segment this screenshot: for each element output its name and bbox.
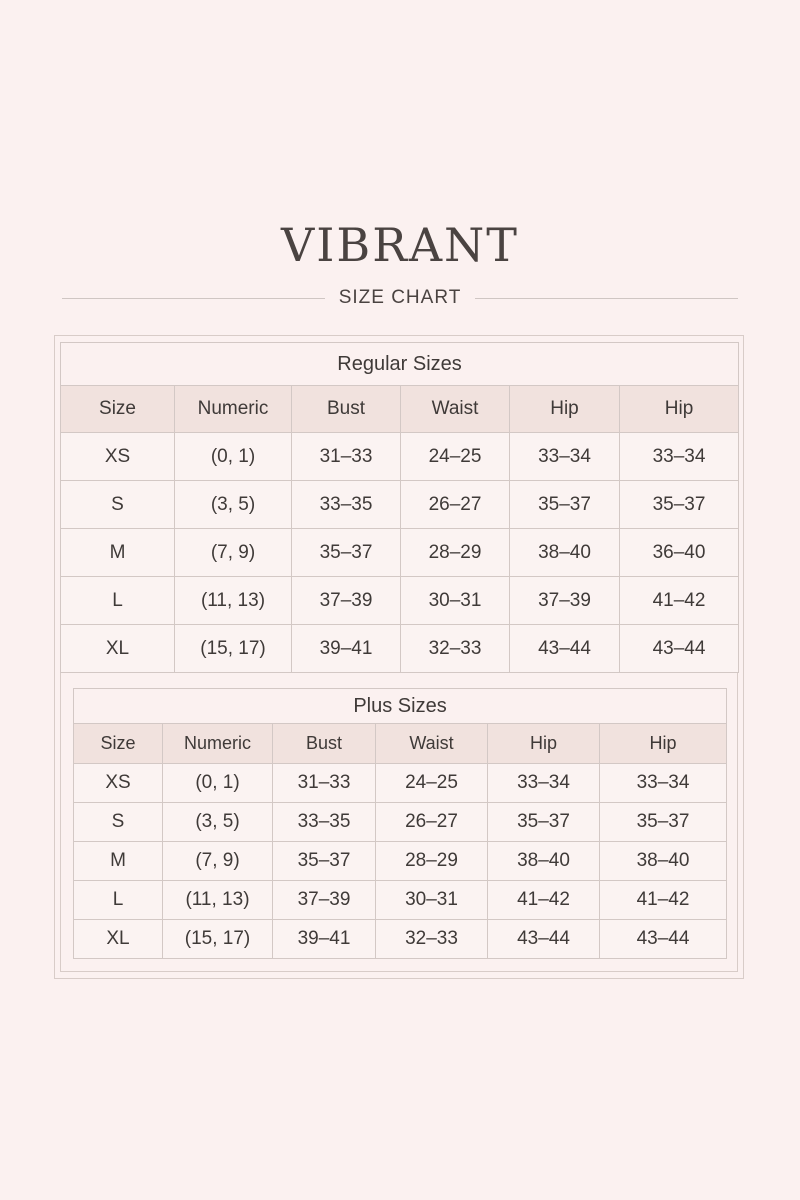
table-cell: 38–40 bbox=[600, 842, 727, 881]
table-cell: 26–27 bbox=[376, 803, 488, 842]
table-cell: 41–42 bbox=[600, 881, 727, 920]
table-row bbox=[74, 920, 727, 959]
table-cell: 33–35 bbox=[292, 481, 401, 529]
table-cell: 33–34 bbox=[620, 433, 739, 481]
table-cell: 32–33 bbox=[401, 625, 510, 673]
table-cell: 36–40 bbox=[620, 529, 739, 577]
table-cell: S bbox=[74, 803, 163, 842]
table-cell: 35–37 bbox=[620, 481, 739, 529]
table-row bbox=[74, 764, 727, 803]
table-row bbox=[74, 881, 727, 920]
table-cell: XL bbox=[61, 625, 175, 673]
table-cell: 31–33 bbox=[273, 764, 376, 803]
table-cell: 33–34 bbox=[488, 764, 600, 803]
divider-left bbox=[62, 298, 325, 299]
table-cell: S bbox=[61, 481, 175, 529]
plus-sizes-table bbox=[73, 688, 727, 959]
table-cell: (15, 17) bbox=[163, 920, 273, 959]
table-cell: 37–39 bbox=[292, 577, 401, 625]
table-cell: 38–40 bbox=[488, 842, 600, 881]
plus-sizes-title: Plus Sizes bbox=[74, 689, 727, 724]
header-cell: Waist bbox=[376, 724, 488, 764]
table-cell: 30–31 bbox=[376, 881, 488, 920]
table-cell: 28–29 bbox=[401, 529, 510, 577]
table-cell: 24–25 bbox=[401, 433, 510, 481]
header-cell: Hip bbox=[488, 724, 600, 764]
table-row bbox=[61, 625, 739, 673]
table-cell: L bbox=[74, 881, 163, 920]
table-cell: M bbox=[74, 842, 163, 881]
header-cell: Bust bbox=[273, 724, 376, 764]
regular-sizes-table bbox=[60, 342, 739, 673]
table-cell: 37–39 bbox=[510, 577, 620, 625]
table-row bbox=[61, 481, 739, 529]
table-cell: 37–39 bbox=[273, 881, 376, 920]
table-row bbox=[61, 433, 739, 481]
table-row bbox=[61, 529, 739, 577]
table-row bbox=[74, 842, 727, 881]
table-cell: 41–42 bbox=[488, 881, 600, 920]
table-cell: 33–34 bbox=[510, 433, 620, 481]
table-cell: XL bbox=[74, 920, 163, 959]
table-cell: 39–41 bbox=[292, 625, 401, 673]
table-cell: (7, 9) bbox=[175, 529, 292, 577]
header-cell: Size bbox=[74, 724, 163, 764]
table-cell: 35–37 bbox=[488, 803, 600, 842]
table-header-row bbox=[74, 724, 727, 764]
table-cell: 35–37 bbox=[292, 529, 401, 577]
header-cell: Size bbox=[61, 386, 175, 433]
table-cell: (11, 13) bbox=[163, 881, 273, 920]
table-cell: 35–37 bbox=[273, 842, 376, 881]
header-cell: Bust bbox=[292, 386, 401, 433]
table-cell: 28–29 bbox=[376, 842, 488, 881]
header-cell: Waist bbox=[401, 386, 510, 433]
table-cell: 33–34 bbox=[600, 764, 727, 803]
table-cell: (3, 5) bbox=[175, 481, 292, 529]
table-cell: 32–33 bbox=[376, 920, 488, 959]
header-cell: Hip bbox=[510, 386, 620, 433]
table-cell: 33–35 bbox=[273, 803, 376, 842]
table-cell: 38–40 bbox=[510, 529, 620, 577]
table-cell: 31–33 bbox=[292, 433, 401, 481]
table-cell: 35–37 bbox=[510, 481, 620, 529]
table-cell: (7, 9) bbox=[163, 842, 273, 881]
table-cell: (15, 17) bbox=[175, 625, 292, 673]
table-cell: XS bbox=[61, 433, 175, 481]
header-cell: Numeric bbox=[175, 386, 292, 433]
table-cell: (0, 1) bbox=[175, 433, 292, 481]
table-cell: 26–27 bbox=[401, 481, 510, 529]
page-subtitle: SIZE CHART bbox=[338, 287, 462, 308]
table-cell: 43–44 bbox=[620, 625, 739, 673]
header-cell: Hip bbox=[600, 724, 727, 764]
table-header-row bbox=[61, 386, 739, 433]
table-row bbox=[61, 577, 739, 625]
table-cell: 35–37 bbox=[600, 803, 727, 842]
table-cell: (0, 1) bbox=[163, 764, 273, 803]
regular-sizes-title: Regular Sizes bbox=[61, 343, 739, 386]
header-cell: Hip bbox=[620, 386, 739, 433]
table-cell: 30–31 bbox=[401, 577, 510, 625]
table-cell: M bbox=[61, 529, 175, 577]
table-cell: 43–44 bbox=[488, 920, 600, 959]
brand-title: VIBRANT bbox=[281, 218, 519, 272]
table-cell: L bbox=[61, 577, 175, 625]
table-cell: (3, 5) bbox=[163, 803, 273, 842]
header-cell: Numeric bbox=[163, 724, 273, 764]
table-cell: (11, 13) bbox=[175, 577, 292, 625]
table-row bbox=[74, 803, 727, 842]
table-cell: XS bbox=[74, 764, 163, 803]
table-cell: 24–25 bbox=[376, 764, 488, 803]
subtitle-row bbox=[62, 284, 738, 312]
table-cell: 41–42 bbox=[620, 577, 739, 625]
table-cell: 39–41 bbox=[273, 920, 376, 959]
table-cell: 43–44 bbox=[600, 920, 727, 959]
table-cell: 43–44 bbox=[510, 625, 620, 673]
divider-right bbox=[475, 298, 738, 299]
